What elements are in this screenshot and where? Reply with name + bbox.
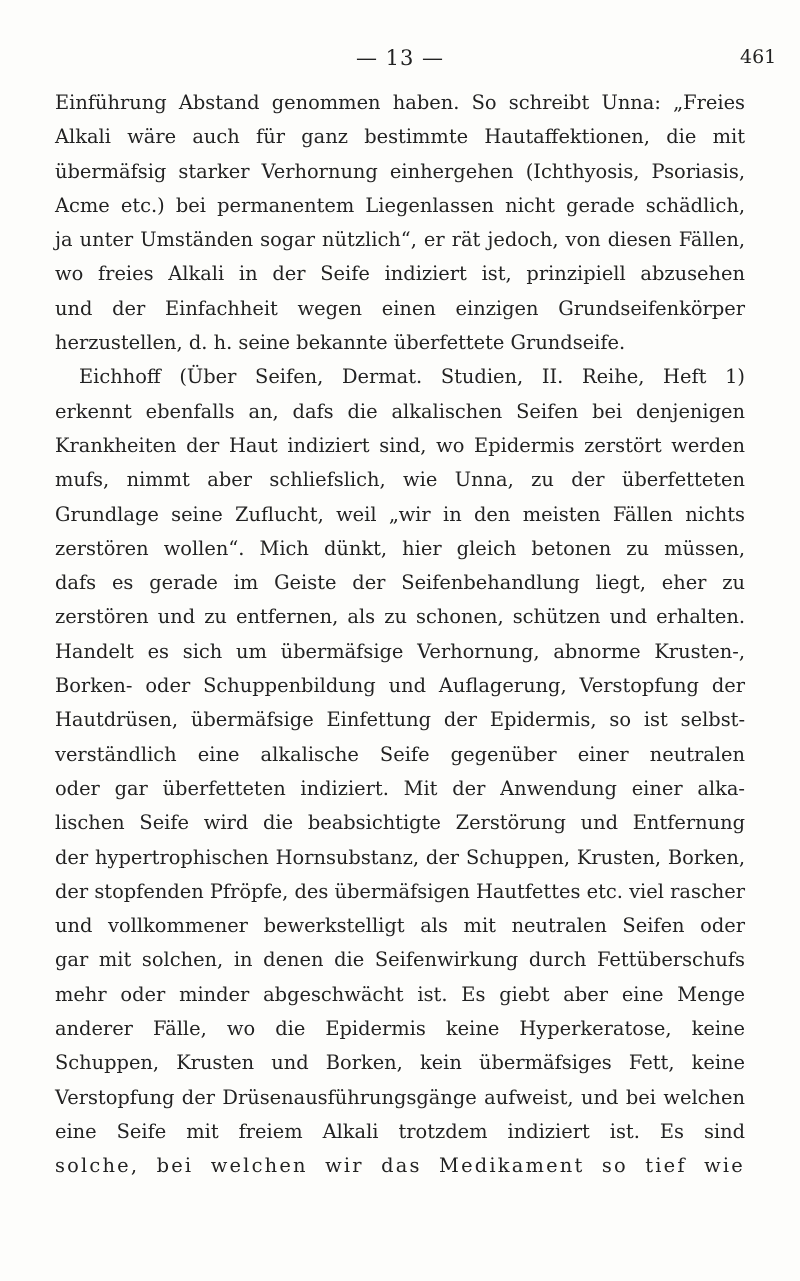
text-line: Handelt es sich um übermäfsige Verhornung, abnorme Krusten-, bbox=[55, 639, 745, 663]
text-line: mufs, nimmt aber schliefslich, wie Unna, zu der überfetteten bbox=[55, 468, 745, 492]
text-line: Hautdrüsen, übermäfsige Einfettung der Epidermis, so ist selbst- bbox=[55, 708, 745, 732]
text-line: Acme etc.) bei permanentem Liegenlassen nicht gerade schädlich, bbox=[55, 193, 745, 217]
text-line: wo freies Alkali in der Seife indiziert ist, prinzipiell abzusehen bbox=[55, 262, 745, 286]
text-line: eine Seife mit freiem Alkali trotzdem indiziert ist. Es sind bbox=[55, 1119, 745, 1143]
text-line: der hypertrophischen Hornsubstanz, der Schuppen, Krusten, Borken, bbox=[55, 845, 745, 869]
text-line: Grundlage seine Zuflucht, weil „wir in den meisten Fällen nichts bbox=[55, 502, 745, 526]
text-line: übermäfsig starker Verhornung einhergehen (Ichthyosis, Psoriasis, bbox=[55, 159, 745, 183]
text-line: Schuppen, Krusten und Borken, kein übermäfsiges Fett, keine bbox=[55, 1051, 745, 1075]
text-line: der stopfenden Pfröpfe, des übermäfsigen Hautfettes etc. viel rascher bbox=[55, 879, 745, 903]
text-line: herzustellen, d. h. seine bekannte überfettete Grundseife. bbox=[55, 331, 626, 355]
text-line: Verstopfung der Drüsenausführungsgänge aufweist, und bei welchen bbox=[55, 1085, 745, 1109]
text-line: solche, bei welchen wir das Medikament so tief wie bbox=[55, 1154, 745, 1178]
text-line: gar mit solchen, in denen die Seifenwirkung durch Fettüberschufs bbox=[55, 948, 745, 972]
text-line: und der Einfachheit wegen einen einzigen Grundseifenkörper bbox=[55, 296, 745, 320]
page-number: — 13 — bbox=[355, 46, 445, 70]
text-line: ja unter Umständen sogar nützlich“, er rät jedoch, von diesen Fällen, bbox=[55, 228, 745, 252]
text-line: und vollkommener bewerkstelligt als mit neutralen Seifen oder bbox=[55, 914, 745, 938]
text-line: verständlich eine alkalische Seife gegenüber einer neutralen bbox=[55, 742, 745, 766]
body-text bbox=[55, 86, 745, 1184]
text-line: Krankheiten der Haut indiziert sind, wo Epidermis zerstört werden bbox=[55, 433, 745, 457]
text-line: zerstören und zu entfernen, als zu schonen, schützen und erhalten. bbox=[55, 605, 745, 629]
folio-number: 461 bbox=[740, 46, 777, 68]
text-line: Alkali wäre auch für ganz bestimmte Hautaffektionen, die mit bbox=[55, 125, 745, 149]
text-line: dafs es gerade im Geiste der Seifenbehandlung liegt, eher zu bbox=[55, 571, 745, 595]
text-line: erkennt ebenfalls an, dafs die alkalischen Seifen bei denjenigen bbox=[55, 399, 745, 423]
text-line: lischen Seife wird die beabsichtigte Zerstörung und Entfernung bbox=[55, 811, 745, 835]
text-line: mehr oder minder abgeschwächt ist. Es giebt aber eine Menge bbox=[55, 982, 745, 1006]
text-line: zerstören wollen“. Mich dünkt, hier gleich betonen zu müssen, bbox=[55, 536, 745, 560]
text-line: Einführung Abstand genommen haben. So schreibt Unna: „Freies bbox=[55, 91, 745, 114]
text-line: Borken- oder Schuppenbildung und Auflagerung, Verstopfung der bbox=[55, 674, 745, 698]
text-line: Eichhoff (Über Seifen, Dermat. Studien, II. Reihe, Heft 1) bbox=[79, 365, 745, 389]
text-line: anderer Fälle, wo die Epidermis keine Hyperkeratose, keine bbox=[55, 1017, 745, 1041]
text-line: oder gar überfetteten indiziert. Mit der Anwendung einer alka- bbox=[55, 776, 745, 800]
